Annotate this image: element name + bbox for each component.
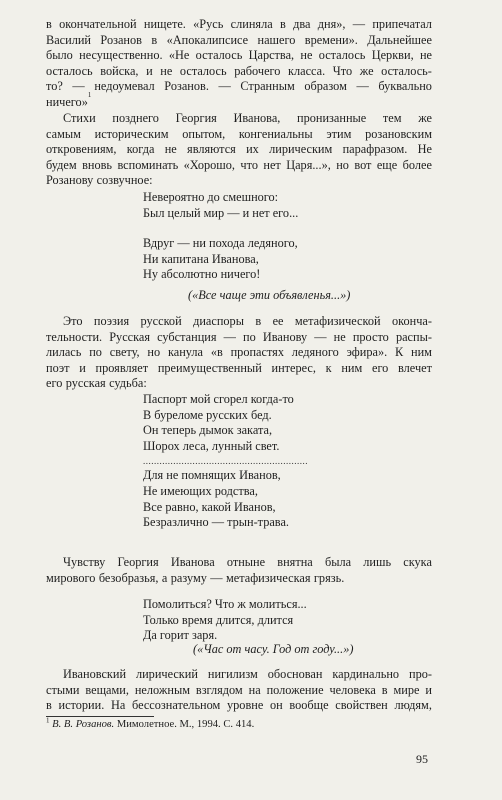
text-line	[46, 17, 432, 33]
word: —	[218, 79, 231, 94]
word: в	[381, 682, 388, 697]
text-line	[46, 314, 432, 330]
word: еще	[376, 157, 398, 172]
word: не	[160, 63, 173, 78]
word: и	[146, 63, 153, 78]
word: свету,	[109, 345, 140, 360]
word: розановским	[365, 126, 432, 141]
footnote-text: Мимолетное. М., 1994. С. 414.	[116, 719, 255, 730]
paragraph	[46, 314, 432, 392]
word: откровениям,	[46, 142, 117, 157]
text-line	[46, 127, 432, 143]
word: не	[419, 48, 432, 63]
word: осталось	[46, 63, 93, 78]
word: диаспоры	[193, 314, 244, 328]
text-line	[46, 571, 432, 587]
word: но	[147, 345, 161, 360]
word: по	[243, 329, 256, 344]
footnote	[46, 718, 432, 731]
word: мирового	[46, 570, 96, 585]
word: в	[279, 17, 286, 31]
word: недоумевал	[94, 79, 155, 94]
word: безобразья,	[98, 570, 159, 585]
word: созвучное:	[96, 173, 153, 188]
word: —	[223, 329, 236, 344]
word: парафразом.	[342, 142, 408, 157]
word: времени».	[304, 32, 358, 47]
word: Георгия	[175, 111, 217, 125]
word: не	[333, 329, 346, 344]
word: неложным	[134, 682, 190, 697]
word: преимущественный	[157, 360, 262, 375]
poem-source: («Все чаще эти объявленья...»)	[188, 288, 351, 302]
text-line	[46, 79, 432, 95]
verse-line: Помолиться? Что ж молиться...	[143, 597, 307, 611]
verse-line: Ни капитана Иванова,	[143, 251, 259, 266]
word: ним	[411, 345, 432, 360]
word: несущественно.	[79, 48, 163, 63]
word: Розанов.	[164, 79, 209, 94]
word: самым	[46, 126, 81, 141]
paragraph	[46, 555, 432, 586]
word: нигилизм	[207, 667, 258, 681]
word: —	[314, 329, 327, 344]
word: припечатал	[372, 17, 432, 31]
word: свойствен	[335, 698, 388, 713]
word: К	[394, 345, 404, 360]
text-line	[46, 158, 432, 174]
text-line	[46, 48, 432, 64]
verse-line: В буреломе русских бед.	[143, 407, 272, 422]
word: Царя...»,	[286, 157, 331, 172]
text-line	[46, 683, 432, 699]
verse-line: Паспорт мой сгорел когда-то	[143, 392, 294, 406]
text-line	[46, 111, 432, 127]
word: отныне	[226, 555, 266, 569]
verse-line: Ну абсолютно ничего!	[143, 267, 261, 282]
line-text: ничего»	[46, 94, 88, 109]
verse-line: Да горит заря.	[143, 628, 218, 643]
text-line	[46, 173, 432, 189]
word: —	[352, 17, 366, 31]
word: метафизической	[294, 314, 381, 328]
word: к	[325, 360, 332, 375]
word: являются	[187, 142, 236, 157]
word: Это	[63, 314, 83, 328]
word: Не	[417, 142, 432, 157]
word: в	[255, 314, 262, 328]
paragraph	[46, 667, 432, 714]
word: а	[161, 570, 168, 585]
text-line	[46, 345, 432, 361]
word: кардинально	[332, 667, 400, 681]
word: канула	[167, 345, 203, 360]
word: и	[425, 682, 432, 697]
word: историческим	[94, 126, 169, 141]
text-line	[46, 64, 432, 80]
word: Розанову	[46, 173, 94, 188]
word: образом	[304, 79, 347, 94]
verse-line: Все равно, какой Иванов,	[143, 499, 276, 514]
footnote-marker: 1	[46, 716, 50, 725]
word: проявляет	[95, 360, 149, 375]
word: Что	[332, 63, 353, 78]
verse-line: Он теперь дымок заката,	[143, 423, 273, 438]
poem-source: («Час от часу. Год от году...»)	[193, 642, 354, 656]
word: в	[46, 698, 52, 713]
word: положение	[266, 682, 324, 697]
verse-line: Для не помнящих Иванов,	[143, 468, 281, 483]
word: осталось	[318, 48, 366, 63]
paragraph	[46, 17, 432, 111]
word: тем	[382, 111, 402, 125]
word: «Апокалипсисе	[166, 32, 249, 47]
verse-line: Безразлично — трын-трава.	[143, 515, 289, 530]
word: более	[402, 157, 432, 172]
word: его	[371, 360, 389, 375]
word: русская	[65, 376, 106, 391]
word: но	[336, 157, 349, 172]
word: осталось	[179, 63, 227, 78]
verse-line: Был целый мир — и нет его...	[143, 205, 299, 220]
word: ледяного	[291, 345, 339, 360]
word: позднего	[112, 111, 159, 125]
word: будем	[46, 157, 77, 172]
word: распы-	[395, 329, 432, 344]
word: Стихи	[63, 111, 96, 125]
word: людям,	[394, 698, 432, 713]
word: Розанов	[100, 32, 142, 47]
word: вещами,	[85, 682, 129, 697]
text-line	[46, 33, 432, 49]
verse-line: Шорох леса, лунный свет.	[143, 438, 280, 453]
text-line	[46, 376, 432, 392]
word: русской	[140, 314, 182, 328]
word: войска,	[100, 63, 139, 78]
verse-line: Вдруг — ни похода ледяного,	[143, 236, 298, 251]
word: —	[210, 570, 223, 585]
text-line	[46, 330, 432, 346]
word: ее	[272, 314, 284, 328]
word: пропастях	[230, 345, 284, 360]
word: в	[151, 32, 158, 47]
word: Чувству	[63, 555, 106, 569]
word: мире	[393, 682, 420, 697]
word: лирический	[135, 667, 198, 681]
word: лирическим	[269, 142, 333, 157]
word: лилась	[46, 345, 82, 360]
word: «Хорошо,	[183, 157, 236, 172]
word: дня»,	[317, 17, 346, 31]
word: класса.	[288, 63, 326, 78]
word: судьба:	[109, 376, 147, 391]
word: на	[248, 682, 261, 697]
word: нашего	[257, 32, 296, 47]
word: же	[418, 111, 432, 125]
word: «Не	[168, 48, 190, 63]
word: эфира».	[346, 345, 388, 360]
footnote-author: В. В. Розанов.	[52, 719, 115, 730]
stanza-separator: ............................................................	[143, 456, 308, 467]
word: интерес,	[271, 360, 316, 375]
text-line	[46, 142, 432, 158]
word: конгениальны	[238, 126, 313, 141]
word: —	[356, 79, 369, 94]
text-line	[46, 90, 432, 111]
word: «Русь	[193, 17, 224, 31]
word: Иванова,	[233, 111, 281, 125]
word: Странным	[240, 79, 295, 94]
word: этим	[326, 126, 352, 141]
word: была	[324, 555, 352, 569]
word: по	[89, 345, 102, 360]
footnote-marker: 1	[87, 90, 92, 99]
word: не	[300, 48, 313, 63]
word: его	[46, 376, 63, 391]
word: нет	[263, 157, 281, 172]
word: и	[79, 360, 86, 375]
word: ним	[341, 360, 363, 375]
word: пронизанные	[297, 111, 367, 125]
word: истории.	[58, 698, 105, 713]
text-line	[46, 555, 432, 571]
word: он	[269, 698, 283, 713]
word: оконча-	[391, 314, 432, 328]
word: вспоминать	[117, 157, 179, 172]
word: было	[46, 48, 73, 63]
verse-line: Не имеющих родства,	[143, 483, 258, 498]
verse-line: Невероятно до смешного:	[143, 190, 279, 204]
footnote-rule	[46, 716, 154, 717]
word: субстанция	[157, 329, 217, 344]
word: Царства,	[248, 48, 295, 63]
word: Иванову	[262, 329, 308, 344]
word: окончательной	[59, 17, 137, 31]
word: лишь	[363, 555, 392, 569]
word: «в	[210, 345, 223, 360]
word: человека	[329, 682, 376, 697]
word: их	[246, 142, 259, 157]
word: Дальнейшее	[367, 32, 432, 47]
word: осталось	[195, 48, 243, 63]
word: рабочего	[234, 63, 281, 78]
word: два	[293, 17, 311, 31]
word: грязь.	[313, 570, 345, 585]
word: На	[110, 698, 126, 713]
poem	[143, 597, 307, 644]
text-line	[46, 667, 432, 683]
word: влечет	[398, 360, 432, 375]
word: когда	[126, 142, 155, 157]
word: Георгия	[117, 555, 159, 569]
word: разуму	[170, 570, 207, 585]
word: стыми	[46, 682, 80, 697]
word: Русская	[109, 329, 151, 344]
word: слиняла	[230, 17, 273, 31]
word: —	[72, 79, 85, 94]
word: поэт	[46, 360, 70, 375]
word: опытом,	[182, 126, 226, 141]
word: обоснован	[267, 667, 323, 681]
text-line	[46, 361, 432, 377]
word: про-	[408, 667, 432, 681]
word: нищете.	[143, 17, 186, 31]
poem	[143, 190, 298, 283]
word: Василий	[46, 32, 91, 47]
word: вообще	[289, 698, 329, 713]
word: буквально	[378, 79, 432, 94]
word: Ивановский	[63, 667, 127, 681]
word: не	[164, 142, 177, 157]
word: вот	[354, 157, 372, 172]
word: Иванова	[170, 555, 215, 569]
text-line	[46, 698, 432, 714]
word: же	[359, 63, 374, 78]
word: метафизическая	[225, 570, 311, 585]
page-number: 95	[416, 752, 428, 766]
poem	[143, 392, 308, 531]
word: то?	[46, 79, 63, 94]
word: внятна	[277, 555, 313, 569]
word: уровне	[227, 698, 264, 713]
word: в	[46, 17, 52, 31]
word: скука	[403, 555, 432, 569]
verse-line: Только время длится, длится	[143, 612, 294, 627]
word: осталось-	[381, 63, 432, 78]
word: бессознательном	[131, 698, 221, 713]
word: вновь	[82, 157, 113, 172]
paragraph	[46, 111, 432, 189]
word: что	[240, 157, 258, 172]
word: поэзия	[93, 314, 130, 328]
word: взглядом	[195, 682, 243, 697]
word: тельности.	[46, 329, 103, 344]
word: просто	[352, 329, 389, 344]
word: Церкви,	[371, 48, 414, 63]
